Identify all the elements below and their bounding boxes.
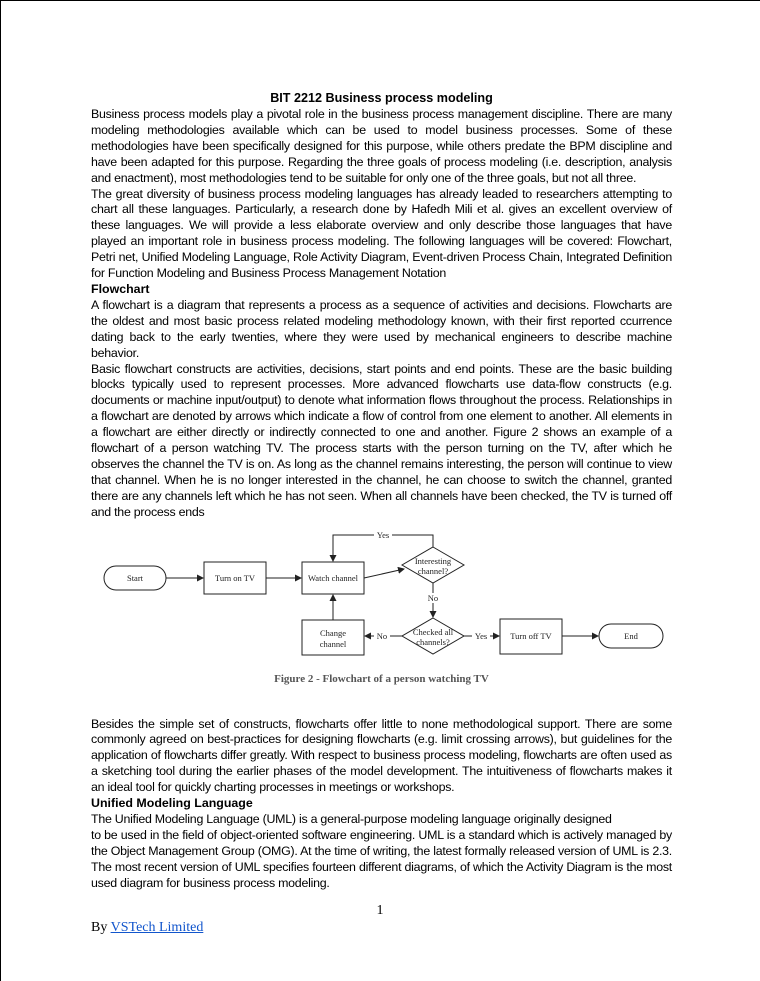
paragraph-flowchart-support: Besides the simple set of constructs, flowcharts offer little to none methodological support. There are some commonly agreed on best-practices for designing flowcharts (e.g. limit crossing arrows), but guidelines for the application of flowcharts differ greatly. With respect to business process modeling, flowcharts are often used as a sketching tool during the earlier phases of the model development. The intuitiveness of flowcharts makes it an ideal tool for quickly charting processes in meetings or workshops. — [91, 716, 672, 795]
heading-uml: Unified Modeling Language — [91, 796, 253, 811]
paragraph-flowchart-constructs: Basic flowchart constructs are activities, decisions, start points and end points. These are the basic building blocks typically used to represent processes. More advanced flowcharts use data-flow constructs (e.g. documents or machine input/output) to denote what information flows throughout the process. Relationships in a flowchart are denoted by arrows which indicate a flow of control from one element to another. All elements in a flowchart are either directly or indirectly connected to one and another. Figure 2 shows an example of a flowchart of a person watching TV. The process starts with the person turning on the TV, after which he observes the channel the TV is on. As long as the channel remains interesting, the person will continue to view that channel. When he is no longer interested in the channel, he can choose to switch the channel, granted there are any channels left which he has not seen. When all channels have been checked, the TV is turned off and the process ends — [91, 361, 672, 519]
paragraph-uml-body: to be used in the field of object-oriented software engineering. UML is a standard which is actively managed by the Object Management Group (OMG). At the time of writing, the latest formally released version of UML is 2.3. The most recent version of UML specifies fourteen different diagrams, of which the Activity Diagram is the most used diagram for business process modeling. — [91, 827, 672, 890]
interesting-label-line1: Interesting — [414, 555, 452, 566]
page-border-left — [0, 0, 1, 981]
checked-label-line1: Checked all — [412, 626, 454, 637]
turn-off-tv-label: Turn off TV — [510, 630, 552, 641]
footer — [91, 920, 203, 936]
document-title: BIT 2212 Business process modeling — [270, 91, 493, 105]
figure-caption: Figure 2 - Flowchart of a person watching TV — [274, 672, 489, 685]
paragraph-flowchart-definition: A flowchart is a diagram that represents a process as a sequence of activities and decisions. Flowcharts are the oldest and most basic process related modeling methodology known, with their first reported ccurrence dating back to the early twenties, where they were used by mechanical engineers to describe machine behavior. — [91, 297, 672, 360]
edge-yes-right-label: Yes — [474, 630, 488, 641]
end-label: End — [624, 630, 638, 641]
flowchart-diagram — [91, 521, 672, 717]
paragraph-languages: The great diversity of business process modeling languages has already leaded to researchers attempting to chart all these languages. Particularly, a research done by Hafedh Mili et al. gives an excellent overview of these languages. We will provide a less elaborate overview and only describe those languages that have played an important role in business process modeling. The following languages will be covered: Flowchart, Petri net, Unified Modeling Language, Role Activity Diagram, Event-driven Process Chain, Integrated Definition for Function Modeling and Business Process Management Notation — [91, 186, 672, 281]
page-number: 1 — [376, 903, 384, 918]
start-label: Start — [126, 572, 144, 583]
edge-no-left-label: No — [376, 630, 388, 641]
flowchart-figure — [91, 521, 672, 717]
heading-flowchart: Flowchart — [91, 281, 150, 296]
change-channel-label-line1: Change — [320, 627, 346, 638]
edge-no-down-label: No — [427, 592, 439, 603]
page-border-top — [0, 0, 760, 1]
edge-yes-top-label: Yes — [376, 529, 390, 540]
paragraph-intro: Business process models play a pivotal role in the business process management discipline. There are many modeling methodologies available which can be used to model business processes. Some of these methodologies have been specifically designed for this purpose, while others predate the BPM discipline and have been adapted for this purpose. Regarding the three goals of process modeling (i.e. description, analysis and enactment), most methodologies tend to be suitable for only one of the three goals, but not all three. — [91, 107, 672, 185]
change-channel-label-line2: channel — [319, 638, 347, 649]
watch-channel-label: Watch channel — [307, 572, 359, 583]
vstech-link[interactable]: VSTech Limited — [110, 920, 204, 935]
interesting-label-line2: channel? — [417, 565, 449, 576]
arrow-watch-to-interesting — [364, 569, 404, 578]
footer-prefix: By — [91, 920, 111, 935]
checked-label-line2: channels? — [416, 636, 450, 647]
turn-on-tv-label: Turn on TV — [214, 572, 256, 583]
document-page — [91, 90, 672, 892]
paragraph-uml-line1: The Unified Modeling Language (UML) is a general-purpose modeling language originally designed — [91, 812, 612, 826]
